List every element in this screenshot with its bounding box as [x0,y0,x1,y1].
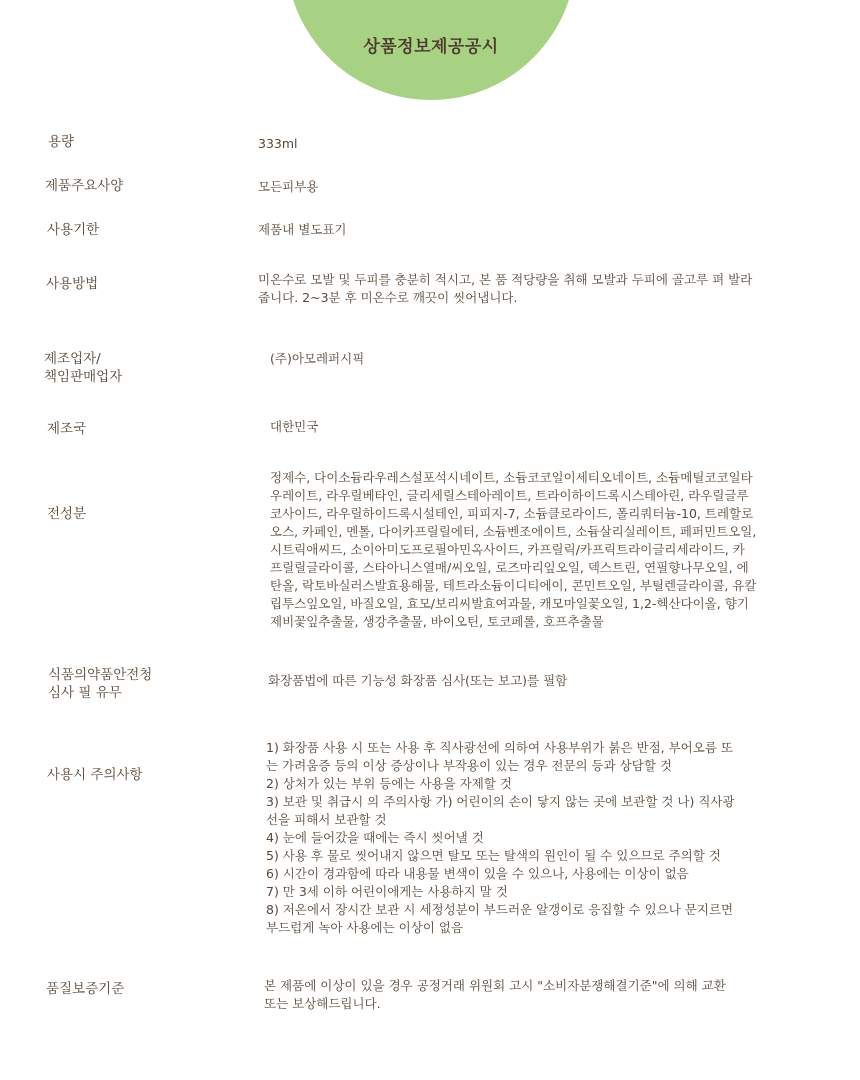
ingredients-line: 오스, 카페인, 멘톨, 다이카프릴릴에터, 소듐벤조에이트, 소듐살리실레이트, 페퍼민트오일, [270,524,757,539]
label-expiry: 사용기한 [47,222,100,238]
ingredients-line: 코사이드, 라우릴하이드록시설테인, 피피지-7, 소듐클로라이드, 폴리쿼터늄-10, 트레할로 [270,506,754,521]
caution-line: 4) 눈에 들어갔을 때에는 즉시 씻어낼 것 [266,830,484,845]
caution-line: 8) 저온에서 장시간 보관 시 세정성분이 부드러운 알갱이로 응집할 수 있으나 문지르면 [266,902,734,917]
value-country: 대한민국 [270,419,319,434]
label-mfds-review: 식품의약품안전청 심사 필 유무 [48,667,153,701]
ingredients-line: 우레이트, 라우릴베타인, 글리세릴스테아레이트, 트라이하이드록시스테아린, 라우릴글루 [270,488,749,503]
value-usage [258,271,752,307]
label-country: 제조국 [47,421,87,437]
value-mfds-review: 화장품법에 따른 기능성 화장품 심사(또는 보고)를 필함 [268,673,568,688]
value-caution [266,739,735,937]
caution-line: 는 가려움증 등의 이상 증상이나 부작용이 있는 경우 전문의 등과 상담할 것 [266,758,672,773]
caution-line: 부드럽게 녹아 사용에는 이상이 없음 [266,920,464,935]
ingredients-line: 탄올, 락토바실러스발효용해물, 테트라소듐이디티에이, 콘민트오일, 부틸렌글라이콜, 유칼 [270,578,757,593]
caution-line: 6) 시간이 경과함에 따라 내용물 변색이 있을 수 있으나, 사용에는 이상이 없음 [266,866,689,881]
value-ingredients [270,469,757,631]
ingredients-line: 정제수, 다이소듐라우레스설포석시네이트, 소듐코코일이세티오네이트, 소듐메틸코코일타 [270,470,753,485]
label-manufacturer: 제조업자/ 책임판매업자 [44,351,123,385]
ingredients-line: 제비꽃잎추출물, 생강추출물, 바이오틴, 토코페롤, 호프추출물 [270,614,604,629]
caution-line: 5) 사용 후 물로 씻어내지 않으면 탈모 또는 탈색의 원인이 될 수 있으므로 주의할 것 [266,848,721,863]
page-title: 상품정보제공공시 [363,37,499,57]
usage-line: 미온수로 모발 및 두피를 충분히 적시고, 본 품 적당량을 취해 모발과 두피에 골고루 펴 발라 [258,272,753,287]
value-skin-type: 모든피부용 [258,179,319,194]
label-caution: 사용시 주의사항 [47,767,143,783]
value-manufacturer: (주)아모레퍼시픽 [270,351,365,366]
ingredients-line: 립투스잎오일, 바질오일, 효모/보리씨발효여과물, 캐모마일꽃오일, 1,2-헥산다이올, 향기 [270,596,749,611]
caution-line: 2) 상처가 있는 부위 등에는 사용을 자제할 것 [266,776,512,791]
ingredients-line: 시트릭애씨드, 소이아미도프로필아민옥사이드, 카프릴릭/카프릭트라이글리세라이드, 카 [270,542,745,557]
ingredients-line: 프릴릴글라이콜, 스타아니스열매/씨오일, 로즈마리잎오일, 덱스트린, 연필향나무오일, 에 [270,560,749,575]
label-quality: 품질보증기준 [46,981,125,997]
label-ingredients: 전성분 [47,506,87,522]
caution-line: 3) 보관 및 취급시 의 주의사항 가) 어린이의 손이 닿지 않는 곳에 보관할 것 나) 직사광 [266,794,735,809]
quality-line: 본 제품에 이상이 있을 경우 공정거래 위원회 고시 "소비자분쟁해결기준"에 의해 교환 [264,978,726,993]
usage-line: 줍니다. 2~3분 후 미온수로 깨끗이 씻어냅니다. [258,290,518,305]
value-quality [264,977,726,1013]
caution-line: 1) 화장품 사용 시 또는 사용 후 직사광선에 의하여 사용부위가 붉은 반점, 부어오름 또 [266,740,733,755]
caution-line: 선을 피해서 보관할 것 [266,812,387,827]
label-volume: 용량 [48,134,75,150]
caution-line: 7) 만 3세 이하 어린이에게는 사용하지 말 것 [266,884,508,899]
value-volume: 333ml [258,136,298,151]
value-expiry: 제품내 별도표기 [258,222,347,237]
label-skin-type: 제품주요사양 [45,178,124,194]
label-usage: 사용방법 [46,276,99,292]
quality-line: 또는 보상해드립니다. [264,996,381,1011]
